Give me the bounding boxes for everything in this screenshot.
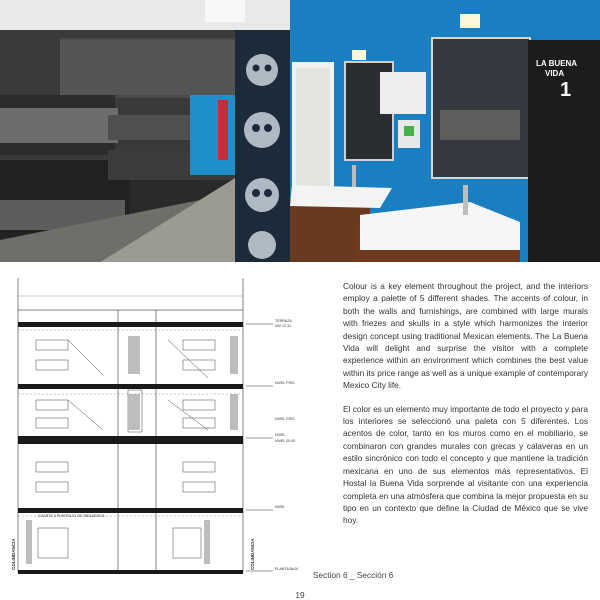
wall-label: CUARTO 1 PUERTA 01 DE TABLAROCA [38,514,105,518]
section-footer: Section 6 _ Sección 6 [313,570,394,580]
level-label-piso-b: NIVEL PISO [275,417,295,421]
sign-text-line1: LA BUENA [536,59,578,68]
level-label-roof: NIV 12.31 [275,324,291,328]
level-label-low: NIVEL [275,505,286,509]
colindancia-label-right: COLINDANCIA [250,538,255,570]
architectural-section-drawing [8,270,298,582]
sign-number: 1 [560,79,572,101]
sign-text-line2: VIDA [545,69,565,78]
page-number: 19 [295,590,305,600]
level-label-terraza: TERRAZA [275,319,292,323]
interior-photo-illustration [0,0,600,262]
level-label-piso-a: NIVEL PISO [275,381,295,385]
body-text-column [343,280,588,538]
level-label-mid-b: NIVEL 00.00 [275,439,296,443]
level-label-mid-a: NIVEL [275,433,286,437]
section-drawing-svg [8,270,298,582]
paragraph-english: Colour is a key element throughout the project, and the interiors employ a palette of 5 different shades. The accents of colour, in both the walls and furnishings, are combined with large murals with friezes and skulls in a style which harmonizes the interior design concept using traditional Mexican elements. The La Buena Vida will delight and surprise the visitor with a complete experience within an environment which combines the best value within its price range as well as a unique example of contemporary Mexico City life. [343,281,588,391]
level-label-planta-baja: PLANTA BAJA [275,567,298,571]
colindancia-label-left: COLINDANCIA [11,538,16,570]
paragraph-spanish: El color es un elemento muy importante de todo el proyecto y para los interiores se seleccionó una paleta con 5 diferentes. Los acentos de color, tanto en los muros como en el mobiliario, se combinaron con grandes murales con grecas y calaveras en un estilo sincrónico con todo el concepto y que mantiene la tradición mexicana en uno de sus elementos más representativos. El Hostal la Buena Vida sorprende al visitante con una experiencia completa en una atmósfera que combina la mejor propuesta en su tipo en un contexto que define la Ciudad de México que se vive hoy. [343,403,588,526]
interior-photo [0,0,600,262]
